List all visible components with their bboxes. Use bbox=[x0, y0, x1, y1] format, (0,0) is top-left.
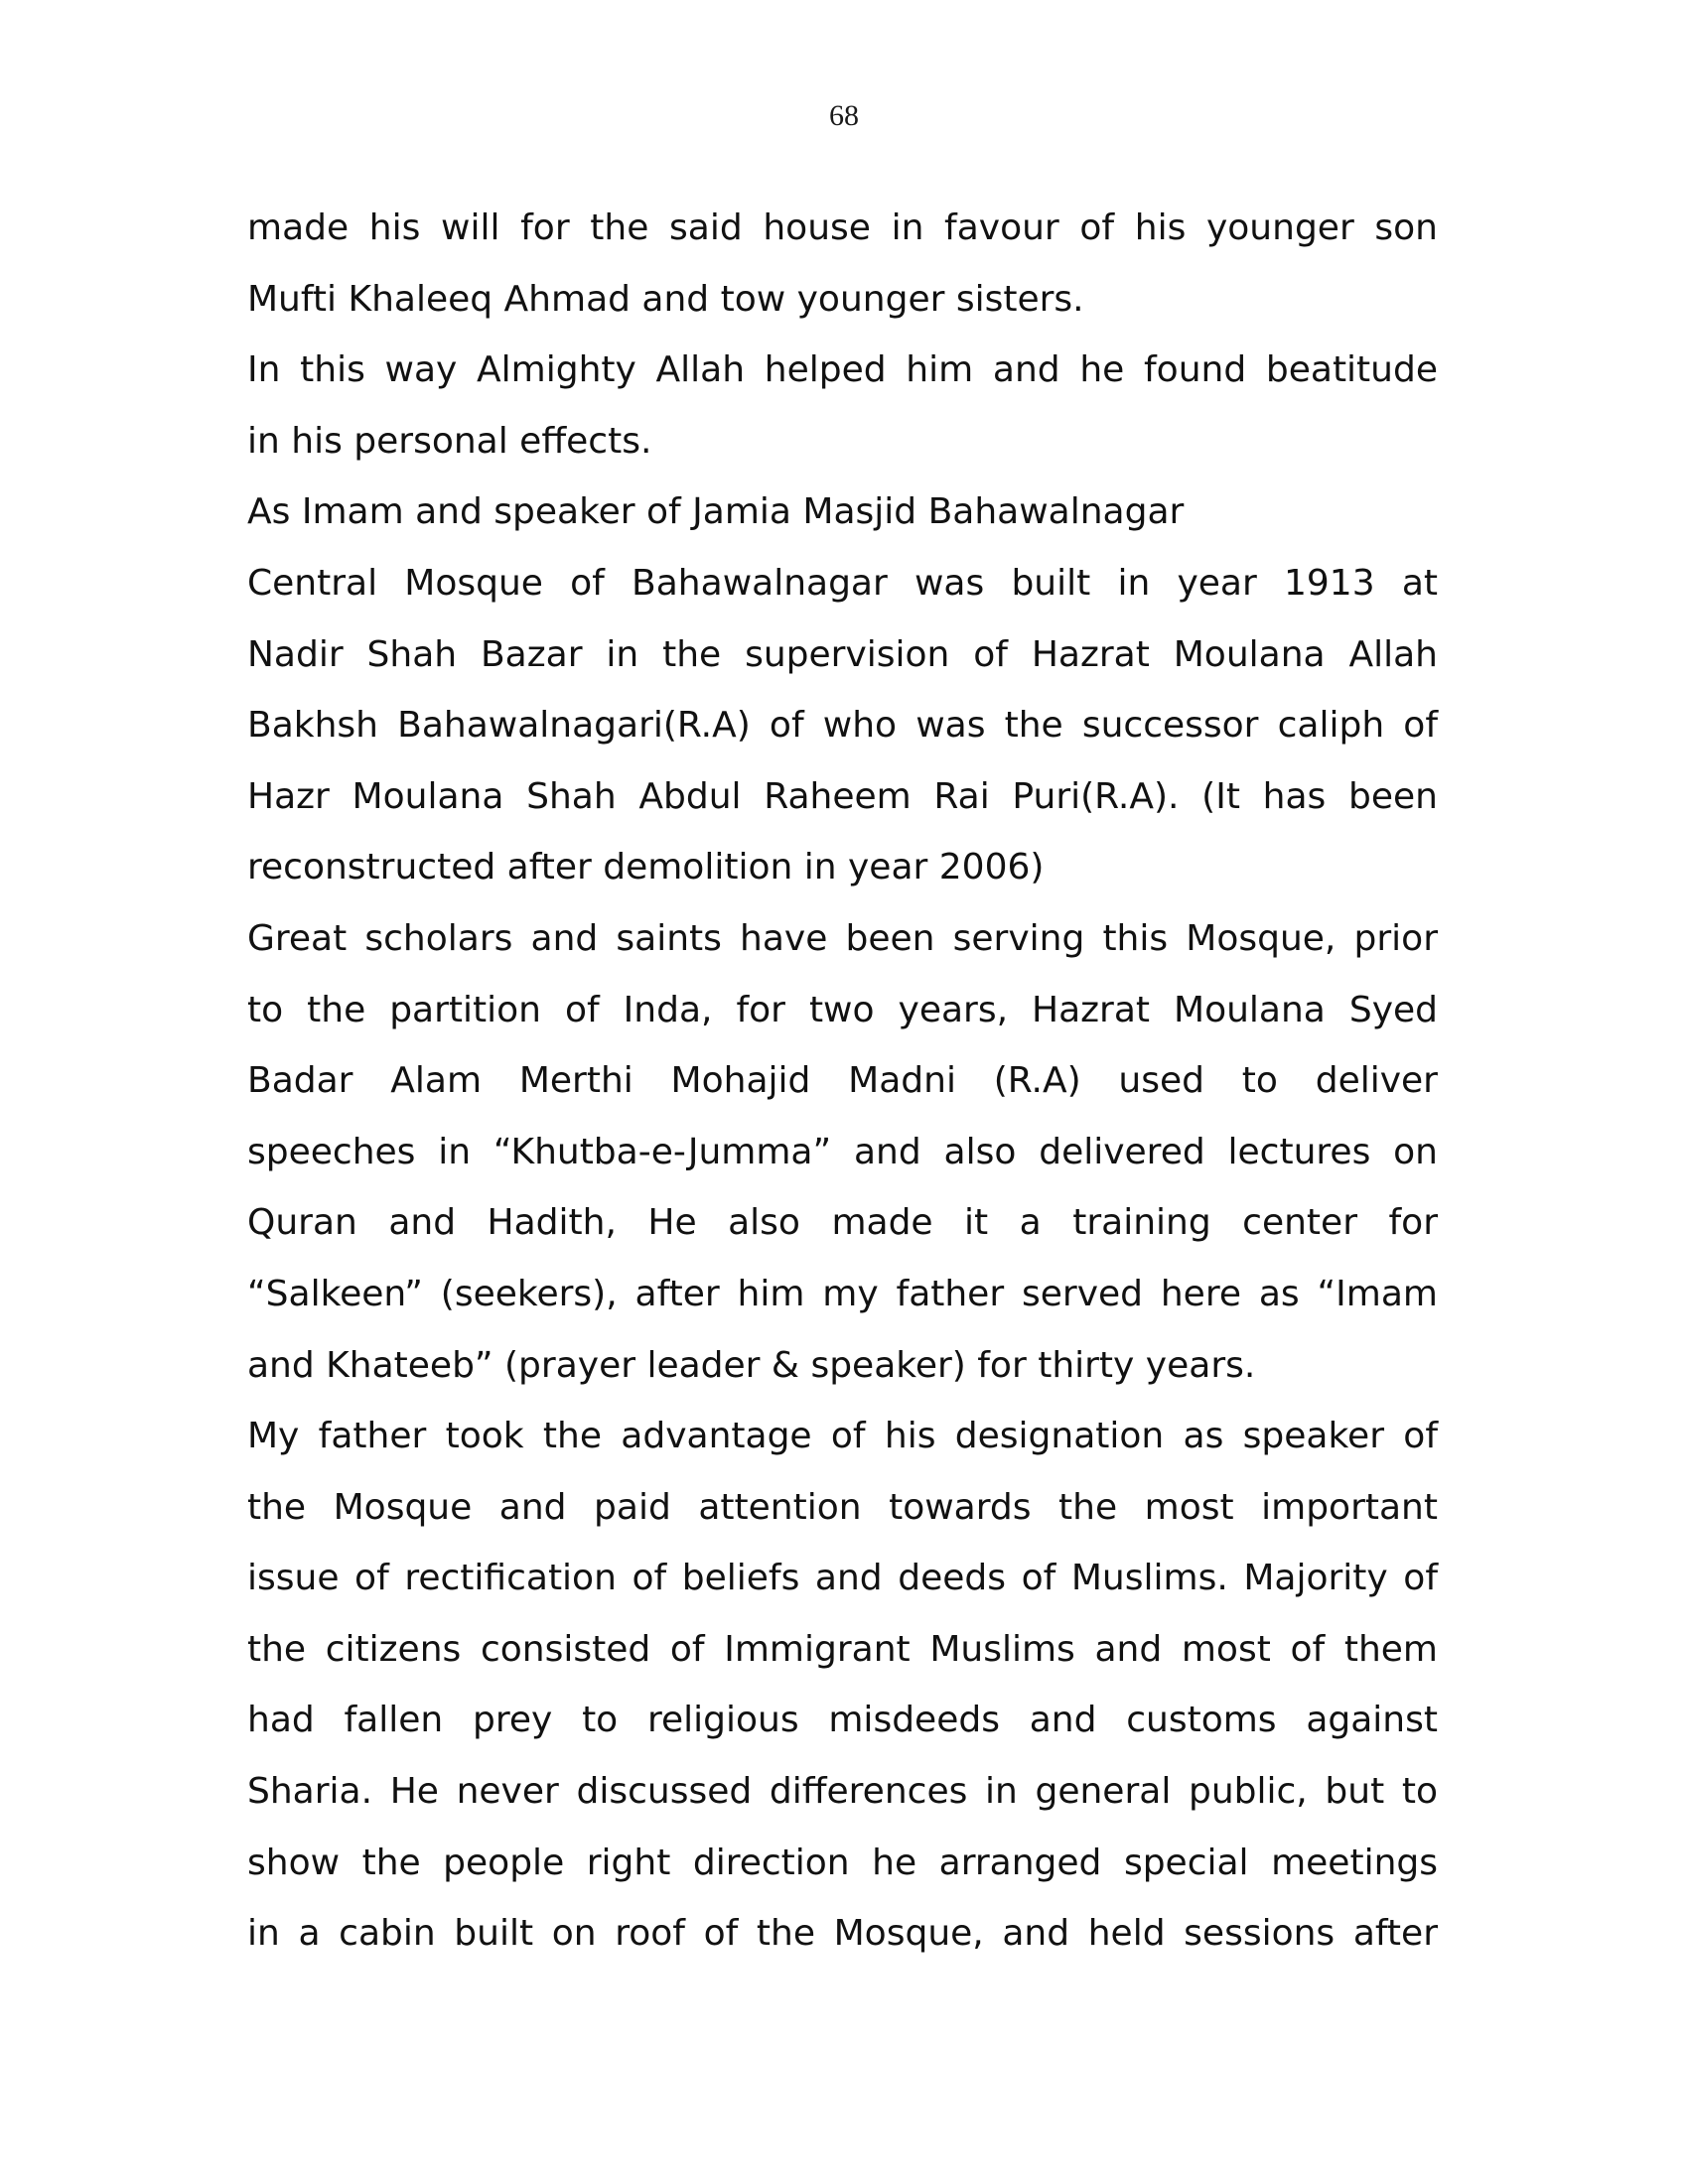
text-line: show the people right direction he arranged special meetings bbox=[247, 1842, 1438, 1883]
text-line: Central Mosque of Bahawalnagar was built in year 1913 at bbox=[247, 562, 1438, 604]
body-text bbox=[247, 193, 1438, 1970]
text-line: speeches in “Khutba-e-Jumma” and also delivered lectures on bbox=[247, 1131, 1438, 1172]
text-line: to the partition of Inda, for two years, Hazrat Moulana Syed bbox=[247, 989, 1438, 1030]
text-line: “Salkeen” (seekers), after him my father served here as “Imam bbox=[247, 1273, 1438, 1314]
text-line: Sharia. He never discussed differences in general public, but to bbox=[247, 1771, 1438, 1813]
text-line: Mufti Khaleeq Ahmad and tow younger sisters. bbox=[247, 278, 1084, 320]
text-line: in his personal effects. bbox=[247, 420, 652, 462]
text-line: Nadir Shah Bazar in the supervision of Hazrat Moulana Allah bbox=[247, 633, 1438, 675]
text-line: Great scholars and saints have been serving this Mosque, prior bbox=[247, 917, 1438, 959]
text-line: made his will for the said house in favour of his younger son bbox=[247, 207, 1438, 248]
text-line: and Khateeb” (prayer leader & speaker) for thirty years. bbox=[247, 1344, 1256, 1386]
text-line: reconstructed after demolition in year 2006) bbox=[247, 847, 1045, 888]
text-line: issue of rectification of beliefs and deeds of Muslims. Majority of bbox=[247, 1558, 1438, 1599]
text-line: Quran and Hadith, He also made it a training center for bbox=[247, 1202, 1438, 1244]
page-number: 68 bbox=[829, 99, 859, 132]
text-line: My father took the advantage of his designation as speaker of bbox=[247, 1416, 1438, 1457]
text-line: In this way Almighty Allah helped him and he found beatitude bbox=[247, 349, 1438, 391]
text-line: Hazr Moulana Shah Abdul Raheem Rai Puri(R.A). (It has been bbox=[247, 775, 1438, 817]
section-heading: As Imam and speaker of Jamia Masjid Bahawalnagar bbox=[247, 491, 1185, 533]
text-line: Badar Alam Merthi Mohajid Madni (R.A) used to deliver bbox=[247, 1060, 1438, 1102]
text-line: Bakhsh Bahawalnagari(R.A) of who was the successor caliph of bbox=[247, 705, 1438, 747]
text-line: had fallen prey to religious misdeeds and customs against bbox=[247, 1700, 1438, 1741]
text-line: in a cabin built on roof of the Mosque, and held sessions after bbox=[247, 1913, 1438, 1955]
text-line: the Mosque and paid attention towards the most important bbox=[247, 1486, 1438, 1528]
text-line: the citizens consisted of Immigrant Muslims and most of them bbox=[247, 1628, 1438, 1670]
